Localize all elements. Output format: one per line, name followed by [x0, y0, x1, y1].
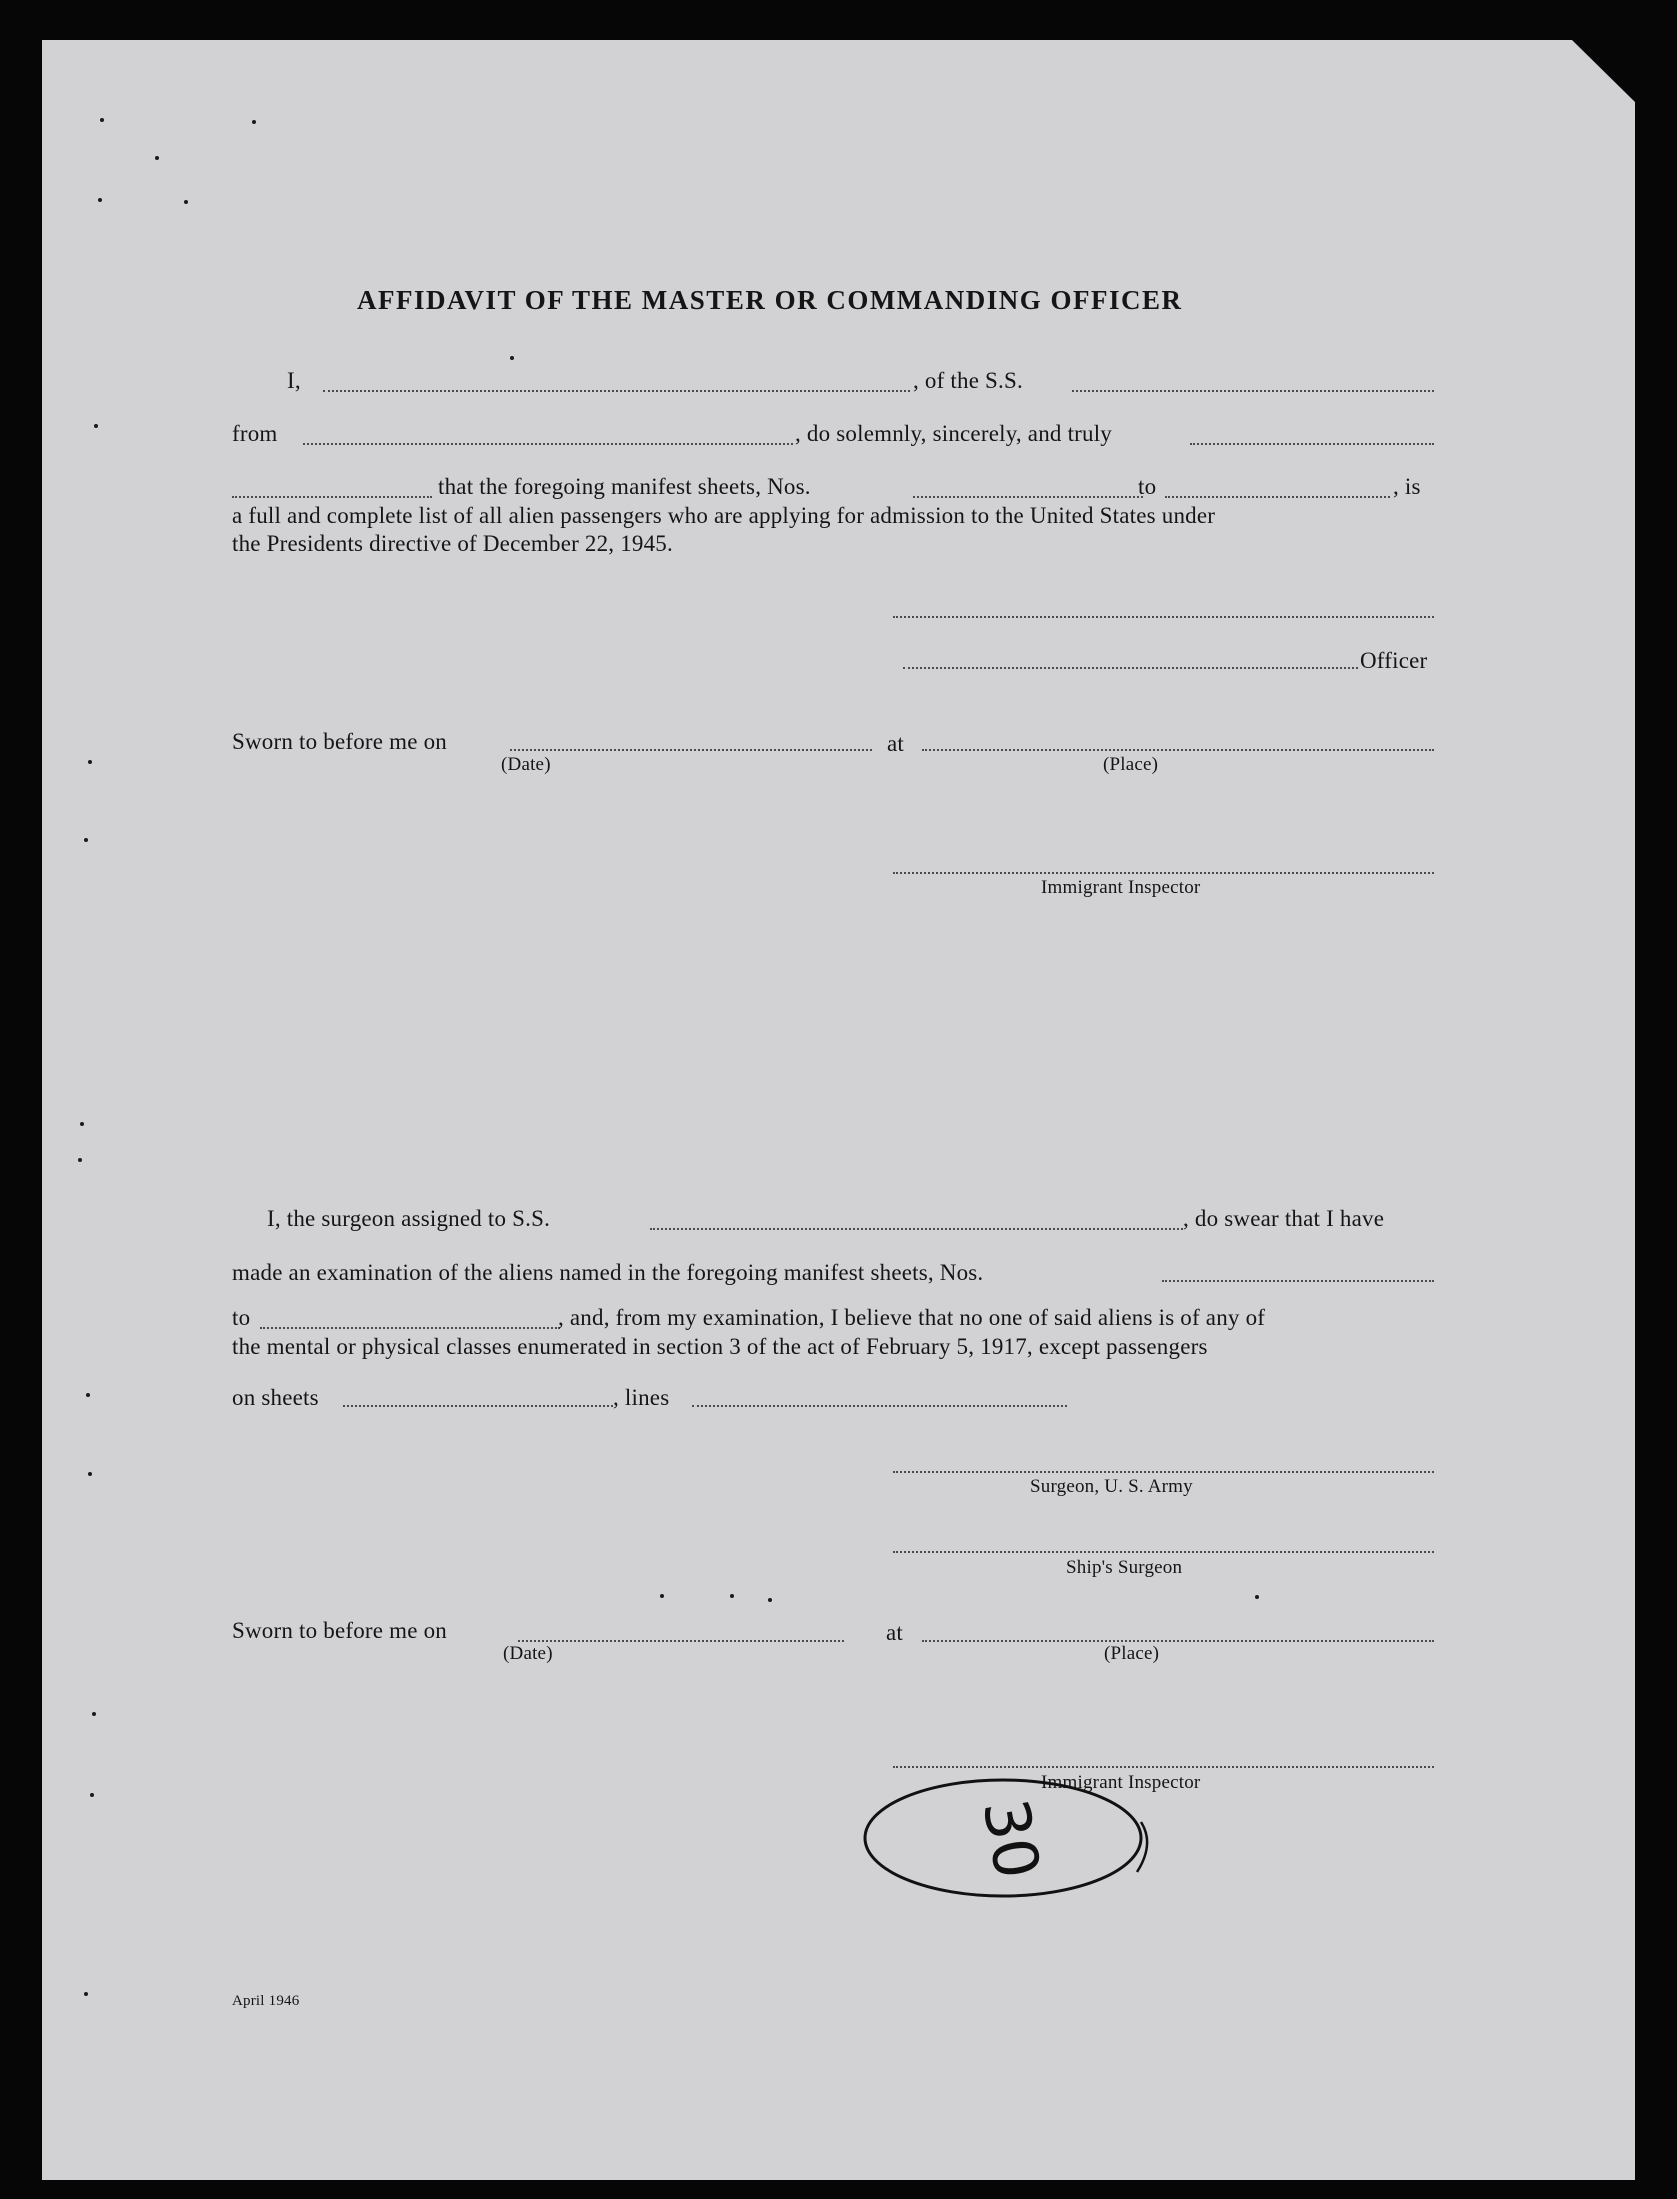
handwritten-number-text: 30	[968, 1793, 1055, 1885]
surgeon-ship-blank[interactable]	[650, 1228, 1183, 1230]
text-classes: the mental or physical classes enumerated in section 3 of the act of February 5, 1917, except passengers	[232, 1334, 1208, 1359]
text-from: from	[232, 421, 278, 446]
text-at-1: at	[887, 731, 904, 756]
sworn-place-blank-2[interactable]	[922, 1640, 1434, 1642]
scan-speck	[88, 1472, 92, 1476]
scan-speck	[92, 1712, 96, 1716]
form-date-footer: April 1946	[232, 1993, 300, 2009]
scan-speck	[155, 156, 159, 160]
page-title: AFFIDAVIT OF THE MASTER OR COMMANDING OFFICER	[357, 285, 1183, 315]
text-full-list: a full and complete list of all alien passengers who are applying for admission to the United States under	[232, 503, 1216, 528]
sworn-label-1: Sworn to before me on	[232, 729, 447, 754]
officer-label: Officer	[1360, 648, 1428, 673]
sheets-from-blank[interactable]	[913, 496, 1143, 498]
surgeon-sheets-to-blank[interactable]	[260, 1327, 560, 1329]
text-lines: , lines	[613, 1385, 670, 1410]
scan-speck	[98, 198, 102, 202]
scan-speck	[90, 1793, 94, 1797]
oath-verb-continued-blank[interactable]	[232, 496, 432, 498]
surgeon-sheets-from-blank[interactable]	[1162, 1280, 1434, 1282]
port-from-blank[interactable]	[303, 443, 793, 445]
text-is: , is	[1393, 474, 1421, 499]
text-manifest-sheets: that the foregoing manifest sheets, Nos.	[438, 474, 811, 499]
date-caption-2: (Date)	[503, 1643, 553, 1664]
oath-verb-blank[interactable]	[1190, 443, 1434, 445]
text-directive: the Presidents directive of December 22, 1945.	[232, 531, 673, 556]
inspector-caption-1: Immigrant Inspector	[1041, 877, 1201, 898]
text-to-2: to	[232, 1305, 251, 1330]
text-solemnly: , do solemnly, sincerely, and truly	[795, 421, 1113, 446]
scan-speck	[184, 200, 188, 204]
scan-speck	[78, 1158, 82, 1162]
ships-surgeon-signature-line[interactable]	[893, 1551, 1434, 1553]
text-on-sheets: on sheets	[232, 1385, 319, 1410]
scan-speck	[88, 760, 92, 764]
scan-speck	[94, 424, 98, 428]
officer-line[interactable]	[903, 667, 1358, 669]
sworn-date-blank-1[interactable]	[510, 749, 872, 751]
except-lines-blank[interactable]	[692, 1405, 1067, 1407]
scan-speck	[252, 120, 256, 124]
scan-speck	[84, 1992, 88, 1996]
scan-speck	[86, 1393, 90, 1397]
text-to: to	[1138, 474, 1157, 499]
except-sheets-blank[interactable]	[343, 1405, 613, 1407]
place-caption-1: (Place)	[1103, 754, 1159, 775]
handwritten-page-number	[855, 1760, 1165, 1910]
text-swear: , do swear that I have	[1183, 1206, 1385, 1231]
sworn-label-2: Sworn to before me on	[232, 1618, 447, 1643]
inspector-signature-line-1[interactable]	[893, 872, 1434, 874]
master-signature-line[interactable]	[893, 616, 1434, 618]
scan-speck	[510, 356, 514, 360]
ship-name-blank[interactable]	[1072, 390, 1434, 392]
text-of-ss: , of the S.S.	[913, 368, 1023, 393]
ships-surgeon-caption: Ship's Surgeon	[1066, 1557, 1183, 1578]
sworn-place-blank-1[interactable]	[922, 749, 1434, 751]
sworn-date-blank-2[interactable]	[518, 1640, 844, 1642]
scan-speck	[84, 838, 88, 842]
master-name-blank[interactable]	[323, 390, 910, 392]
inspector-caption-2: Immigrant Inspector	[1041, 1772, 1201, 1793]
army-surgeon-caption: Surgeon, U. S. Army	[1030, 1476, 1193, 1497]
scan-speck	[80, 1122, 84, 1126]
army-surgeon-signature-line[interactable]	[893, 1471, 1434, 1473]
text-surgeon-assigned: I, the surgeon assigned to S.S.	[267, 1206, 551, 1231]
place-caption-2: (Place)	[1104, 1643, 1160, 1664]
text-at-2: at	[886, 1620, 903, 1645]
scan-speck	[100, 118, 104, 122]
sheets-to-blank[interactable]	[1165, 496, 1390, 498]
affidavit-page	[42, 40, 1635, 2180]
date-caption-1: (Date)	[501, 754, 551, 775]
scan-speck	[660, 1594, 664, 1598]
text-belief: , and, from my examination, I believe that no one of said aliens is of any of	[558, 1305, 1266, 1330]
scan-speck	[1255, 1595, 1259, 1599]
text-i: I,	[287, 368, 301, 393]
text-examination: made an examination of the aliens named in the foregoing manifest sheets, Nos.	[232, 1260, 984, 1285]
scan-speck	[768, 1598, 772, 1602]
scan-speck	[730, 1594, 734, 1598]
